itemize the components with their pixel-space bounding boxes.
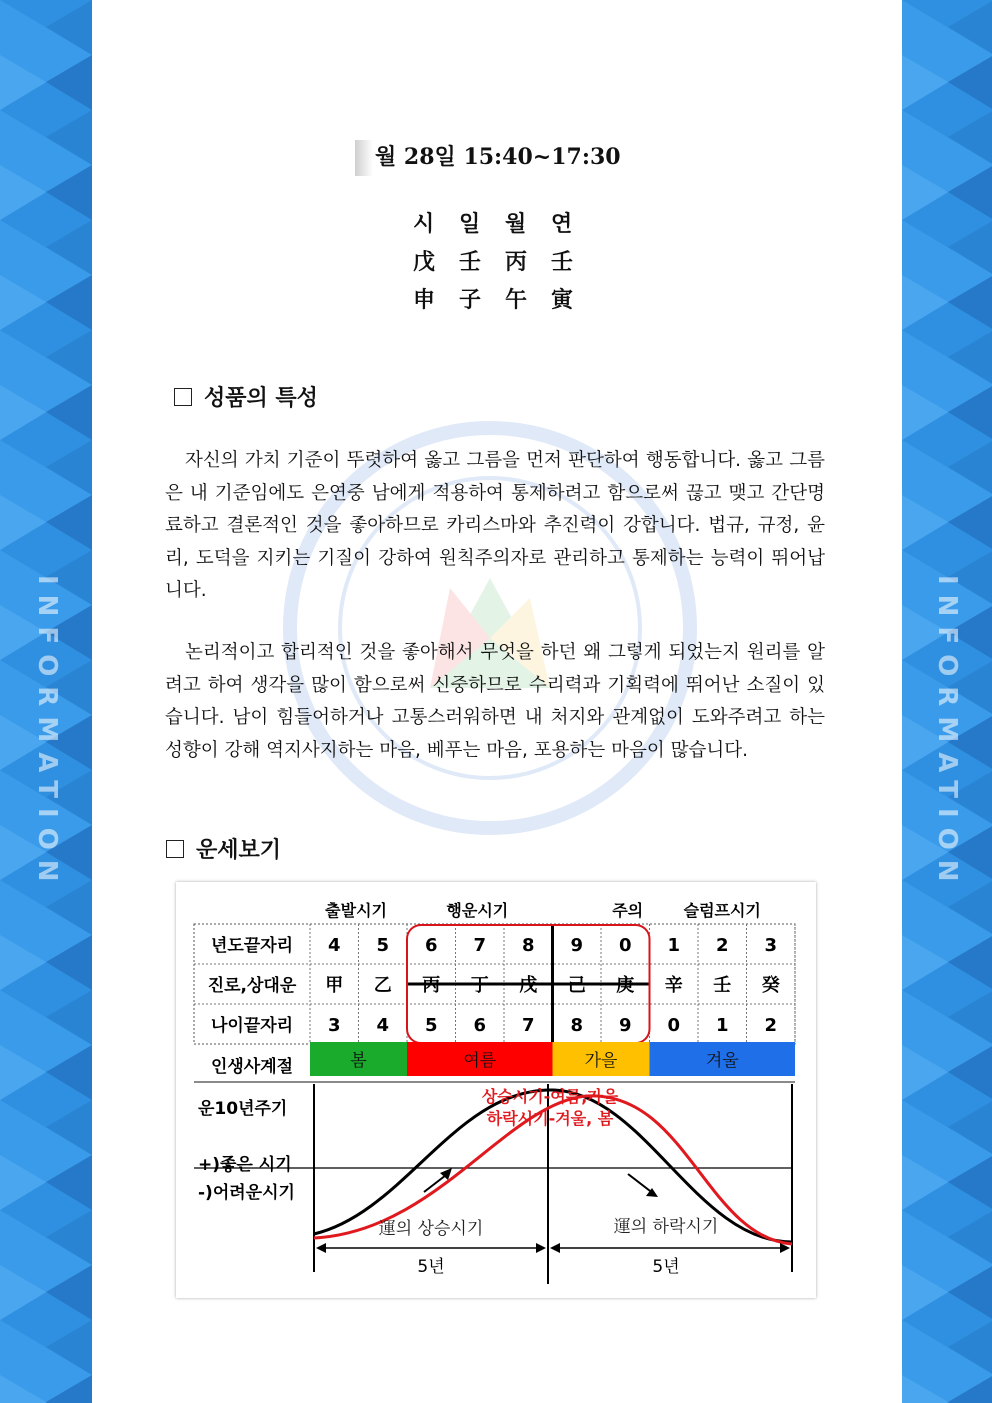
bad-period-label: -)어려운시기 [198, 1183, 295, 1203]
rise-season-note: 상승시기-여름,가을 [481, 1087, 619, 1106]
earthly-branch: 申 [413, 286, 436, 313]
heavenly-stems-row [413, 241, 597, 279]
pillar-label: 월 [505, 210, 527, 237]
left-decorative-sidebar [0, 0, 92, 1403]
season-label: 여름 [463, 1051, 497, 1071]
table-cell: 乙 [373, 975, 392, 996]
rise-phase-label: 運의 상승시기 [378, 1219, 484, 1239]
row-label: 진로,상대운 [207, 976, 297, 996]
span-arrowhead-icon [550, 1243, 560, 1253]
table-cell: 5 [424, 1015, 438, 1036]
row-label: 년도끝자리 [210, 936, 294, 956]
earthly-branch: 寅 [551, 286, 574, 313]
table-cell: 辛 [664, 975, 683, 996]
paragraph-2: 논리적이고 합리적인 것을 좋아해서 무엇을 하던 왜 그렇게 되었는지 원리를 알려고 하여 생각을 많이 함으로써 신중하므로 수리력과 기획력에 뛰어난 소질이 있습니다. 남이 힘들어하거나 고통스러워하면 내 처지와 관계없이 도와주려고 하는 성향이 강해 역지사지하는 마음, 베푸는 마음, 포용하는 마음이 많습니다. [165, 642, 825, 761]
earthly-branch: 子 [459, 286, 482, 313]
table-cell: 丁 [470, 975, 489, 996]
span-right-label: 5년 [652, 1257, 680, 1277]
pillar-label: 일 [459, 210, 481, 237]
four-pillars [413, 203, 597, 317]
table-cell: 3 [327, 1015, 341, 1036]
table-cell: 1 [715, 1015, 729, 1036]
table-cell: 己 [567, 975, 586, 996]
heavenly-stem: 丙 [505, 248, 528, 275]
pillar-label: 연 [551, 210, 573, 237]
section-title-text: 성품의 특성 [204, 386, 318, 411]
right-decorative-sidebar [902, 0, 992, 1403]
heavenly-stem: 壬 [459, 248, 482, 275]
fortune-chart [176, 882, 816, 1298]
fall-phase-label: 運의 하락시기 [613, 1217, 719, 1237]
table-cell: 8 [521, 935, 535, 956]
table-cell: 3 [764, 935, 778, 956]
paragraph-1: 자신의 가치 기준이 뚜렷하여 옳고 그름을 먼저 판단하여 행동합니다. 옳고 그름은 내 기준임에도 은연중 남에게 적용하여 통제하려고 함으로써 끊고 맺고 간단명료하고 결론적인 것을 좋아하므로 카리스마와 추진력이 강합니다. 법규, 규정, 윤리, 도덕을 지키는 기질이 강하여 원칙주의자로 관리하고 통제하는 능력이 뛰어납니다. [165, 450, 825, 601]
table-cell: 5 [376, 935, 390, 956]
cycle-label: 운10년주기 [198, 1099, 288, 1119]
group-header: 주의 [612, 901, 644, 920]
table-cell: 0 [667, 1015, 681, 1036]
span-arrowhead-icon [536, 1243, 546, 1253]
date-time-text: 월 28일 15:40~17:30 [375, 144, 621, 170]
table-cell: 7 [521, 1015, 535, 1036]
earthly-branch: 午 [505, 286, 528, 313]
season-label: 겨울 [705, 1051, 739, 1071]
table-cell: 2 [764, 1015, 778, 1036]
table-cell: 6 [473, 1015, 487, 1036]
table-cell: 8 [570, 1015, 584, 1036]
checkbox-square-icon [166, 840, 184, 858]
table-cell: 癸 [761, 975, 780, 996]
season-label: 가을 [584, 1051, 618, 1071]
table-cell: 9 [618, 1015, 632, 1036]
table-cell: 4 [327, 935, 341, 956]
good-period-label: +)좋은 시기 [198, 1155, 292, 1175]
table-cell: 0 [618, 935, 632, 956]
checkbox-square-icon [174, 388, 192, 406]
sidebar-label: INFORMATION [32, 575, 62, 892]
date-time-heading [355, 140, 621, 176]
section-title-personality [174, 381, 318, 412]
row-label: 인생사계절 [210, 1057, 294, 1077]
group-header: 출발시기 [325, 901, 387, 920]
fall-season-note: 하락시기-겨울, 봄 [486, 1109, 614, 1128]
season-label: 봄 [350, 1051, 367, 1071]
table-cell: 4 [376, 1015, 390, 1036]
table-cell: 丙 [422, 975, 441, 996]
table-cell: 9 [570, 935, 584, 956]
table-cell: 7 [473, 935, 487, 956]
sidebar-label: INFORMATION [932, 575, 962, 892]
heavenly-stem: 壬 [551, 248, 574, 275]
table-cell: 1 [667, 935, 681, 956]
span-arrowhead-icon [316, 1243, 326, 1253]
faded-edge [355, 140, 373, 176]
group-header: 슬럼프시기 [683, 901, 761, 920]
row-label: 나이끝자리 [210, 1016, 294, 1036]
pillar-label: 시 [413, 210, 435, 237]
fortune-chart-svg [176, 882, 816, 1298]
pillar-labels-row [413, 203, 597, 241]
section-title-fortune [166, 833, 281, 864]
group-header: 행운시기 [446, 901, 509, 920]
table-cell: 壬 [713, 975, 732, 996]
table-cell: 甲 [325, 975, 344, 996]
table-cell: 2 [715, 935, 729, 956]
heavenly-stem: 戊 [413, 248, 436, 275]
section-title-text: 운세보기 [196, 838, 282, 863]
span-left-label: 5년 [417, 1257, 445, 1277]
table-cell: 庚 [616, 975, 635, 996]
table-cell: 6 [424, 935, 438, 956]
earthly-branches-row [413, 279, 597, 317]
table-cell: 戊 [519, 975, 538, 996]
